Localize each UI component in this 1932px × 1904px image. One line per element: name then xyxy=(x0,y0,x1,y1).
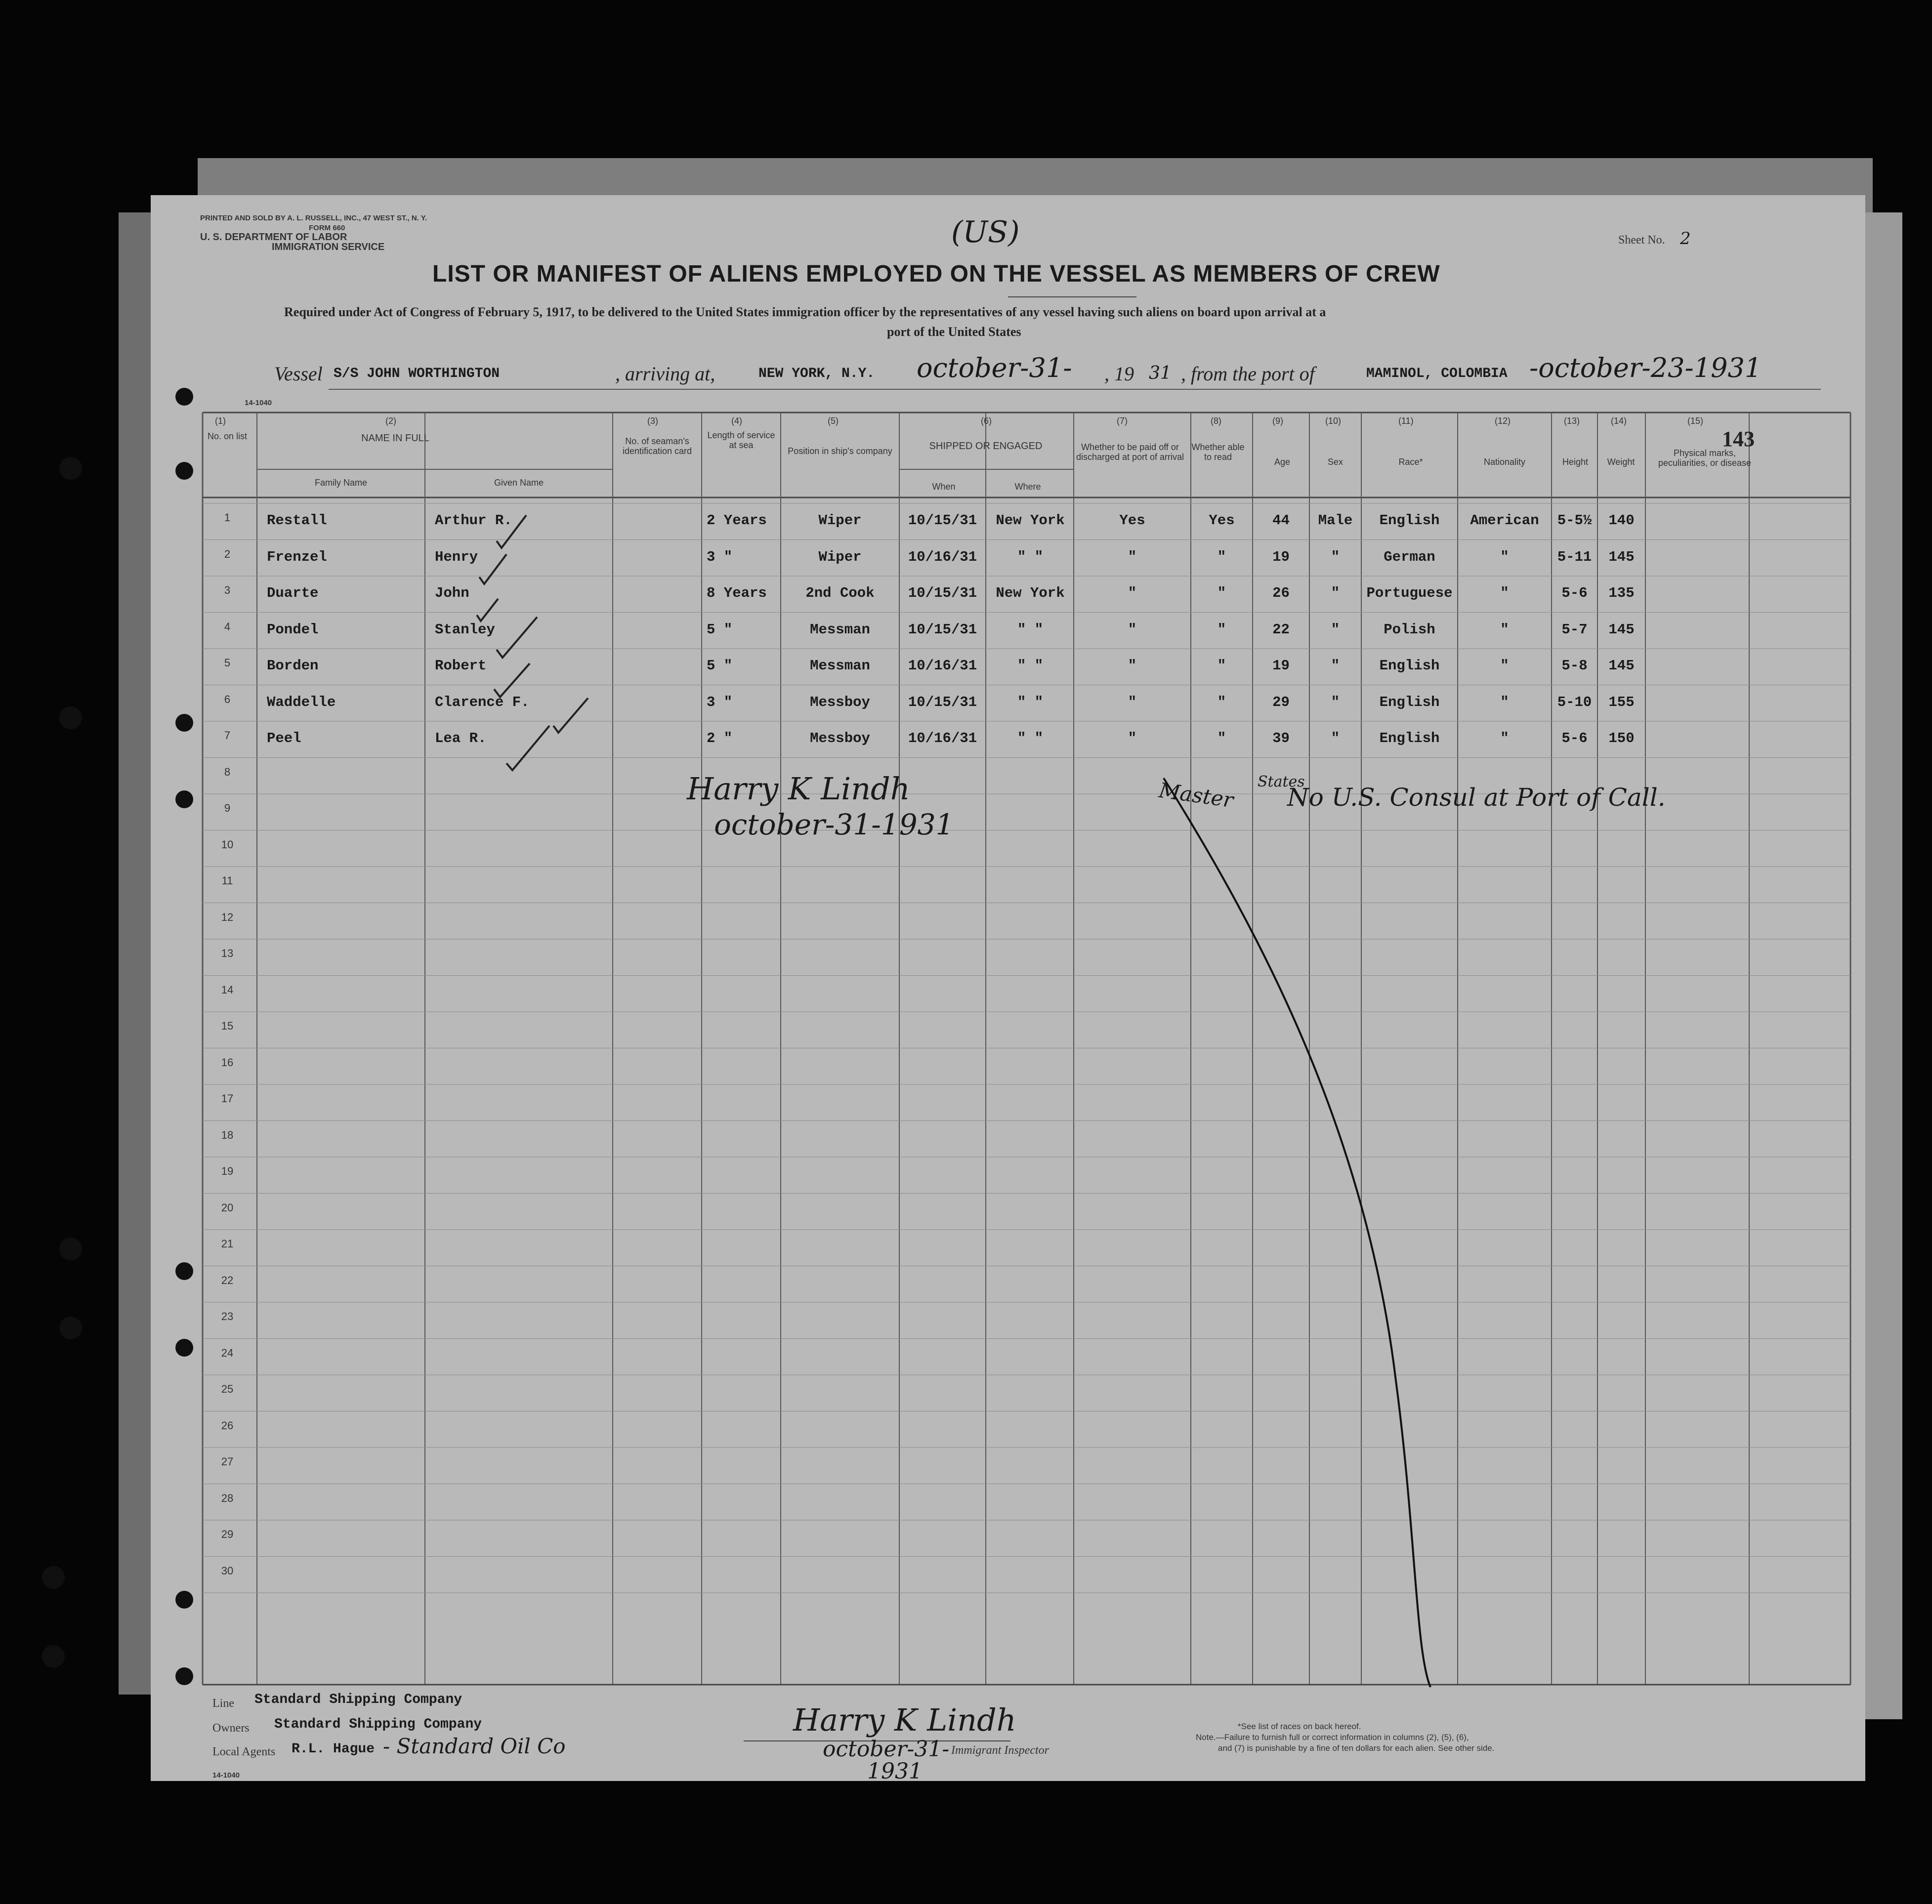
length-of-service-cell: 5 " xyxy=(707,621,733,638)
row-number: 18 xyxy=(221,1128,234,1141)
paid-off-cell: " xyxy=(1128,585,1137,601)
row-number: 2 xyxy=(224,547,231,560)
binder-hole xyxy=(42,1566,65,1589)
row-number: 26 xyxy=(221,1419,234,1432)
footer-line-value: Standard Shipping Company xyxy=(254,1692,462,1707)
race-cell: English xyxy=(1379,512,1440,529)
position-cell: Messman xyxy=(810,658,870,674)
header-no-on-list: No. on list xyxy=(207,431,248,441)
form-number: FORM 660 xyxy=(309,224,345,232)
header-sex: Sex xyxy=(1327,457,1344,467)
header-given-name: Given Name xyxy=(494,478,544,488)
age-cell: 44 xyxy=(1272,512,1290,529)
race-cell: Polish xyxy=(1384,621,1435,638)
arriving-port: NEW YORK, N.Y. xyxy=(758,366,875,381)
row-number: 4 xyxy=(224,620,231,633)
shipped-when-cell: 10/16/31 xyxy=(908,548,977,565)
age-cell: 22 xyxy=(1272,621,1290,638)
length-of-service-cell: 3 " xyxy=(707,694,733,710)
row-number: 28 xyxy=(221,1491,234,1504)
length-of-service-cell: 2 Years xyxy=(707,512,767,529)
binder-hole xyxy=(59,706,82,729)
sex-cell: " xyxy=(1331,548,1340,565)
column-number: (7) xyxy=(1117,416,1128,426)
shipped-where-cell: " " xyxy=(1017,730,1044,746)
inspector-date-2: 1931 xyxy=(867,1759,923,1784)
given-name-cell: Clarence F. xyxy=(435,694,530,710)
row-number: 22 xyxy=(221,1274,234,1286)
nationality-cell: " xyxy=(1500,548,1509,565)
binder-hole xyxy=(59,1317,82,1339)
strike-through-line xyxy=(1164,778,1430,1687)
sex-cell: " xyxy=(1331,730,1340,746)
binder-hole xyxy=(175,462,193,480)
column-number: (4) xyxy=(731,416,742,426)
position-cell: 2nd Cook xyxy=(805,585,875,601)
sex-cell: " xyxy=(1331,621,1340,638)
length-of-service-cell: 2 " xyxy=(707,730,733,746)
able-to-read-cell: " xyxy=(1217,548,1226,565)
pen-marks xyxy=(151,195,1865,1781)
length-of-service-cell: 3 " xyxy=(707,548,733,565)
race-cell: English xyxy=(1379,730,1440,746)
paid-off-cell: " xyxy=(1128,658,1137,674)
header-weight: Weight xyxy=(1607,457,1635,467)
nationality-cell: American xyxy=(1470,512,1539,529)
from-port-label: , from the port of xyxy=(1181,363,1315,385)
able-to-read-cell: " xyxy=(1217,621,1226,638)
row-number: 19 xyxy=(221,1165,234,1177)
row-number: 29 xyxy=(221,1528,234,1540)
able-to-read-cell: Yes xyxy=(1209,512,1235,529)
age-cell: 29 xyxy=(1272,694,1290,710)
binder-hole xyxy=(175,1339,193,1357)
shipped-when-cell: 10/15/31 xyxy=(908,694,977,710)
consul-note: No U.S. Consul at Port of Call. xyxy=(1287,783,1666,812)
family-name-cell: Restall xyxy=(267,512,327,529)
weight-cell: 145 xyxy=(1608,621,1635,638)
row-number: 5 xyxy=(224,657,231,669)
height-cell: 5-5½ xyxy=(1557,512,1592,529)
nationality-cell: " xyxy=(1500,621,1509,638)
row-number: 20 xyxy=(221,1201,234,1214)
sex-cell: " xyxy=(1331,694,1340,710)
binder-hole xyxy=(175,388,193,406)
column-number: (15) xyxy=(1687,416,1704,426)
age-cell: 19 xyxy=(1272,548,1290,565)
row-number: 1 xyxy=(224,511,231,524)
shipped-when-cell: 10/16/31 xyxy=(908,730,977,746)
column-number: (12) xyxy=(1495,416,1511,426)
race-cell: English xyxy=(1379,694,1440,710)
race-cell: Portuguese xyxy=(1366,585,1453,601)
header-family-name: Family Name xyxy=(314,478,367,488)
given-name-cell: Lea R. xyxy=(435,730,487,746)
row-number: 11 xyxy=(221,874,233,887)
row-number: 14 xyxy=(221,983,234,996)
header-nationality: Nationality xyxy=(1483,457,1526,467)
manifest-sheet xyxy=(151,195,1865,1784)
row-number: 6 xyxy=(224,693,231,705)
header-length-service: Length of service at sea xyxy=(707,430,775,450)
nationality-cell: " xyxy=(1500,585,1509,601)
given-name-cell: Robert xyxy=(435,658,487,674)
header-able-to-read: Whether able to read xyxy=(1191,442,1245,462)
row-number: 10 xyxy=(221,838,234,851)
family-name-cell: Waddelle xyxy=(267,694,336,710)
given-name-cell: Henry xyxy=(435,548,478,565)
nationality-cell: " xyxy=(1500,658,1509,674)
header-shipped-engaged: SHIPPED OR ENGAGED xyxy=(929,441,1043,452)
shipped-where-cell: " " xyxy=(1017,548,1044,565)
paid-off-cell: " xyxy=(1128,548,1137,565)
position-cell: Messboy xyxy=(810,730,870,746)
paid-off-cell: " xyxy=(1128,621,1137,638)
sheet-number: 2 xyxy=(1680,229,1691,248)
sex-cell: " xyxy=(1331,585,1340,601)
given-name-cell: Arthur R. xyxy=(435,512,512,529)
race-cell: English xyxy=(1379,658,1440,674)
sex-cell: Male xyxy=(1318,512,1353,529)
able-to-read-cell: " xyxy=(1217,730,1226,746)
department-name: U. S. DEPARTMENT OF LABOR xyxy=(200,232,347,243)
vessel-label: Vessel xyxy=(274,363,323,385)
family-name-cell: Borden xyxy=(267,658,319,674)
weight-cell: 150 xyxy=(1608,730,1635,746)
age-cell: 19 xyxy=(1272,658,1290,674)
nationality-cell: " xyxy=(1500,730,1509,746)
height-cell: 5-6 xyxy=(1561,585,1588,601)
header-height: Height xyxy=(1562,457,1589,467)
page-stamp-number: 143 xyxy=(1722,427,1755,451)
inspector-date-1: october-31- xyxy=(823,1737,950,1762)
vessel-name: S/S JOHN WORTHINGTON xyxy=(334,366,500,381)
column-number: (14) xyxy=(1611,416,1627,426)
row-number: 8 xyxy=(224,765,231,778)
position-cell: Wiper xyxy=(818,548,862,565)
row-number: 17 xyxy=(221,1092,234,1105)
binder-hole xyxy=(59,457,82,480)
master-note: Master xyxy=(1157,778,1235,813)
footer-agents-label: Local Agents xyxy=(212,1745,276,1758)
binder-hole xyxy=(175,1591,193,1609)
binder-hole xyxy=(175,1262,193,1280)
form-code-bottom: 14-1040 xyxy=(212,1771,240,1780)
shipped-when-cell: 10/15/31 xyxy=(908,512,977,529)
row-number: 9 xyxy=(224,802,231,814)
shipped-when-cell: 10/16/31 xyxy=(908,658,977,674)
position-cell: Messman xyxy=(810,621,870,638)
row-number: 25 xyxy=(221,1383,234,1395)
able-to-read-cell: " xyxy=(1217,658,1226,674)
column-number: (10) xyxy=(1325,416,1342,426)
row-number: 30 xyxy=(221,1564,234,1577)
row-number: 16 xyxy=(221,1056,234,1069)
footer-owners-value: Standard Shipping Company xyxy=(274,1717,482,1732)
inspector-signature: Harry K Lindh xyxy=(793,1702,1016,1738)
weight-cell: 145 xyxy=(1608,548,1635,565)
header-position: Position in ship's company xyxy=(788,446,892,456)
column-number: (11) xyxy=(1398,416,1414,426)
binder-hole xyxy=(175,714,193,732)
page-title: LIST OR MANIFEST OF ALIENS EMPLOYED ON THE VESSEL AS MEMBERS OF CREW xyxy=(432,261,1440,287)
height-cell: 5-10 xyxy=(1557,694,1592,710)
able-to-read-cell: " xyxy=(1217,585,1226,601)
date-mid: october-31-1931 xyxy=(714,808,954,841)
nationality-cell: " xyxy=(1500,694,1509,710)
paid-off-cell: Yes xyxy=(1119,512,1145,529)
header-age: Age xyxy=(1274,457,1291,467)
states-note: States xyxy=(1258,773,1305,790)
sheet-label: Sheet No. xyxy=(1618,234,1665,247)
form-code-top: 14-1040 xyxy=(245,399,272,407)
races-note: *See list of races on back hereof. xyxy=(1238,1722,1361,1731)
paid-off-cell: " xyxy=(1128,730,1137,746)
shipped-where-cell: " " xyxy=(1017,658,1044,674)
column-number: (2) xyxy=(385,416,396,426)
year-prefix: , 19 xyxy=(1104,363,1134,385)
arrival-date-handwritten: october-31- xyxy=(917,352,1072,383)
row-number: 13 xyxy=(221,947,234,959)
header-seaman-id: No. of seaman's identification card xyxy=(622,436,692,456)
paid-off-cell: " xyxy=(1128,694,1137,710)
row-number: 12 xyxy=(221,911,234,923)
age-cell: 26 xyxy=(1272,585,1290,601)
departure-date-handwritten: -october-23-1931 xyxy=(1529,352,1762,383)
family-name-cell: Pondel xyxy=(267,621,319,638)
family-name-cell: Peel xyxy=(267,730,301,746)
penalty-note-2: and (7) is punishable by a fine of ten dollars for each alien. See other side. xyxy=(1218,1743,1495,1753)
subtitle-line-1: Required under Act of Congress of February 5, 1917, to be delivered to the United States immigration officer by the representatives of any vessel having such aliens on board upon arrival at a xyxy=(284,305,1326,319)
header-where: Where xyxy=(1014,482,1041,492)
shipped-where-cell: New York xyxy=(996,512,1065,529)
header-physical-marks: Physical marks, peculiarities, or disease xyxy=(1658,448,1752,468)
printer-line: PRINTED AND SOLD BY A. L. RUSSELL, INC., 47 WEST ST., N. Y. xyxy=(200,214,427,222)
weight-cell: 155 xyxy=(1608,694,1635,710)
signature-mid: Harry K Lindh xyxy=(687,771,910,807)
footer-agents-handwritten: - Standard Oil Co xyxy=(383,1734,566,1758)
weight-cell: 140 xyxy=(1608,512,1635,529)
position-cell: Messboy xyxy=(810,694,870,710)
column-number: (5) xyxy=(828,416,839,426)
header-paid-off: Whether to be paid off or discharged at port of arrival xyxy=(1076,442,1184,462)
given-name-cell: John xyxy=(435,585,469,601)
given-name-cell: Stanley xyxy=(435,621,495,638)
row-number: 27 xyxy=(221,1455,234,1468)
checkmark-icon xyxy=(477,515,588,770)
column-number: (9) xyxy=(1272,416,1283,426)
position-cell: Wiper xyxy=(818,512,862,529)
binder-hole xyxy=(42,1645,65,1668)
subtitle-line-2: port of the United States xyxy=(887,325,1021,339)
us-mark: (US) xyxy=(951,215,1020,249)
inspector-label: Immigrant Inspector xyxy=(951,1744,1049,1757)
header-when: When xyxy=(932,482,956,492)
family-name-cell: Frenzel xyxy=(267,548,327,565)
departure-port: MAMINOL, COLOMBIA xyxy=(1366,366,1508,381)
height-cell: 5-7 xyxy=(1561,621,1588,638)
length-of-service-cell: 8 Years xyxy=(707,585,767,601)
sex-cell: " xyxy=(1331,658,1340,674)
shipped-where-cell: " " xyxy=(1017,694,1044,710)
column-number: (3) xyxy=(647,416,658,426)
header-race: Race* xyxy=(1398,457,1423,467)
binder-hole xyxy=(175,1667,193,1685)
header-name-in-full: NAME IN FULL xyxy=(361,433,429,444)
able-to-read-cell: " xyxy=(1217,694,1226,710)
shipped-where-cell: New York xyxy=(996,585,1065,601)
binder-hole xyxy=(59,1238,82,1260)
weight-cell: 145 xyxy=(1608,658,1635,674)
shipped-when-cell: 10/15/31 xyxy=(908,621,977,638)
age-cell: 39 xyxy=(1272,730,1290,746)
height-cell: 5-6 xyxy=(1561,730,1588,746)
weight-cell: 135 xyxy=(1608,585,1635,601)
row-number: 7 xyxy=(224,729,231,742)
row-number: 3 xyxy=(224,584,231,596)
row-number: 23 xyxy=(221,1310,234,1323)
height-cell: 5-8 xyxy=(1561,658,1588,674)
arriving-label: , arriving at, xyxy=(615,363,715,385)
year-suffix: 31 xyxy=(1149,363,1172,383)
family-name-cell: Duarte xyxy=(267,585,319,601)
column-number: (6) xyxy=(981,416,992,426)
footer-line-label: Line xyxy=(212,1697,234,1710)
row-number: 24 xyxy=(221,1346,234,1359)
length-of-service-cell: 5 " xyxy=(707,658,733,674)
row-number: 15 xyxy=(221,1020,234,1032)
column-number: (1) xyxy=(215,416,226,426)
shipped-when-cell: 10/15/31 xyxy=(908,585,977,601)
footer-owners-label: Owners xyxy=(212,1722,250,1735)
service-name: IMMIGRATION SERVICE xyxy=(272,242,385,252)
shipped-where-cell: " " xyxy=(1017,621,1044,638)
column-number: (13) xyxy=(1564,416,1580,426)
height-cell: 5-11 xyxy=(1557,548,1592,565)
binder-hole xyxy=(175,790,193,808)
footer-agents-value: R.L. Hague xyxy=(292,1741,375,1757)
row-number: 21 xyxy=(221,1238,234,1250)
column-number: (8) xyxy=(1211,416,1221,426)
race-cell: German xyxy=(1384,548,1435,565)
penalty-note-1: Note.—Failure to furnish full or correct information in columns (2), (5), (6), xyxy=(1196,1733,1469,1742)
